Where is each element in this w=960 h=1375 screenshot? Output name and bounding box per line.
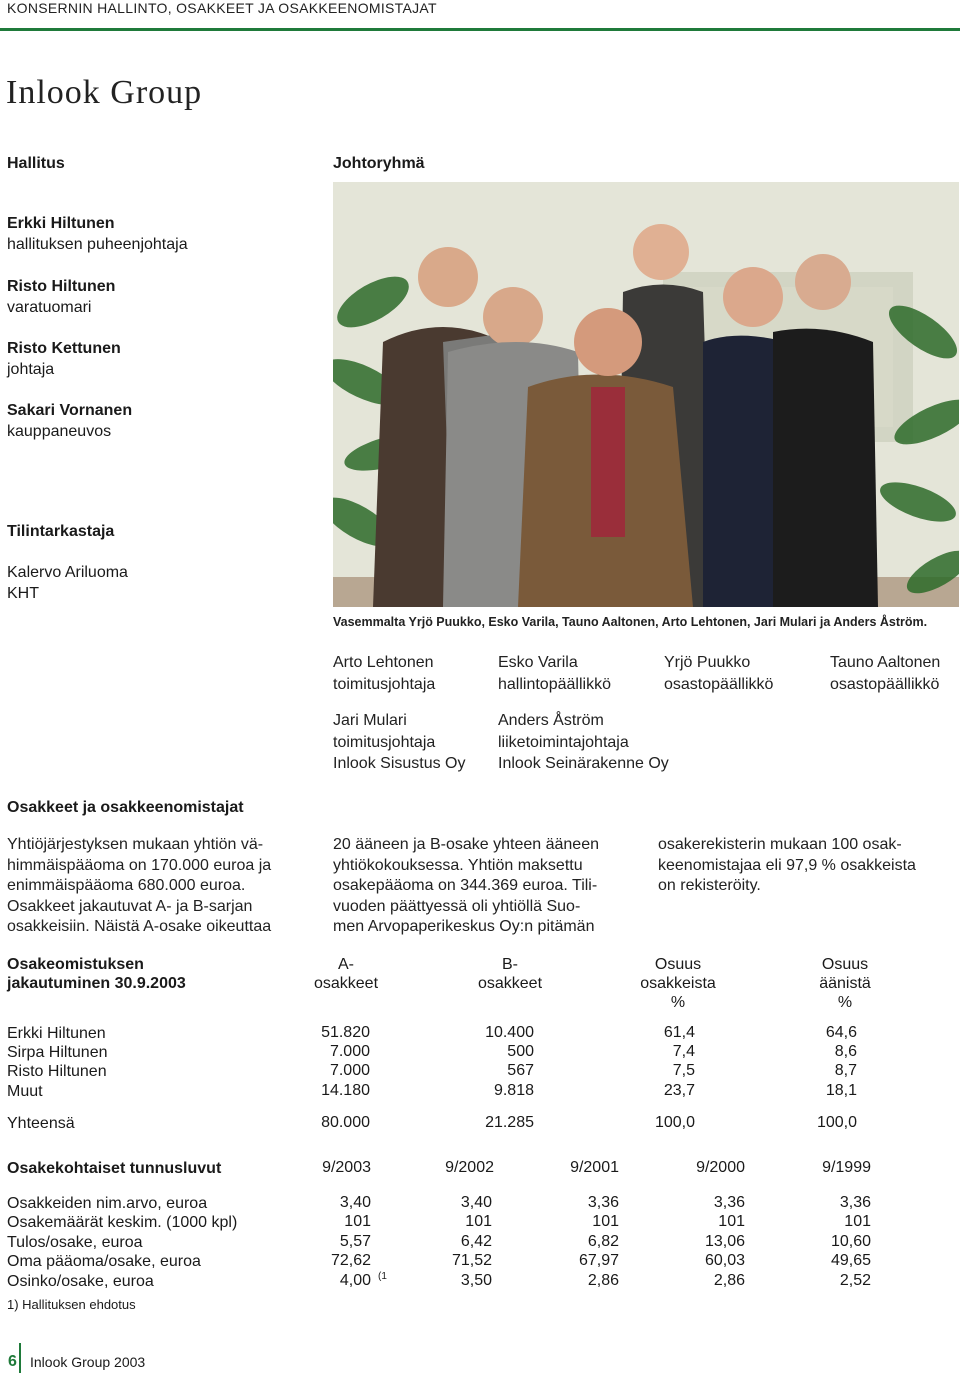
table-cell: 6,82	[587, 1233, 619, 1250]
board-member-name: Risto Kettunen	[7, 340, 121, 357]
paragraph-line: men Arvopaperikeskus Oy:n pitämän	[333, 918, 595, 935]
table-cell: 3,40	[339, 1194, 371, 1211]
keyfigure-row-label: Osakemäärät keskim. (1000 kpl)	[7, 1214, 238, 1231]
table-cell: 5,57	[339, 1233, 371, 1250]
ownership-row-label: Risto Hiltunen	[7, 1063, 107, 1080]
table-cell: 3,40	[460, 1194, 492, 1211]
period-header: 9/2002	[445, 1159, 494, 1176]
table-cell: 3,36	[713, 1194, 745, 1211]
paragraph-line: vuoden päättyessä oli yhtiöllä Suo-	[333, 897, 581, 915]
board-member-role: johtaja	[7, 361, 55, 378]
table-cell: 3,50	[460, 1272, 492, 1289]
table-cell: 72,62	[330, 1252, 371, 1269]
header-line: osakkeet	[313, 975, 379, 992]
period-header: 9/2001	[570, 1159, 619, 1176]
footnote-marker: (1	[378, 1271, 387, 1282]
table-cell: 10,60	[830, 1233, 871, 1250]
table-cell: 9.818	[493, 1082, 534, 1099]
member-role: osastopäällikkö	[664, 675, 774, 693]
table-cell: 100,0	[816, 1114, 857, 1131]
member-name: Esko Varila	[498, 654, 578, 671]
ownership-col-header	[795, 955, 895, 1012]
page-number: 6	[8, 1353, 17, 1370]
table-cell: 101	[718, 1213, 745, 1230]
auditor-name: Kalervo Ariluoma	[7, 564, 128, 581]
table-cell: 21.285	[485, 1114, 534, 1131]
paragraph-line: enimmäispääoma 680.000 euroa.	[7, 877, 246, 894]
paragraph-line: Yhtiöjärjestyksen mukaan yhtiön vä-	[7, 836, 264, 853]
period-header: 9/2000	[696, 1159, 745, 1176]
member-name: Jari Mulari	[333, 712, 407, 729]
paragraph-line: osakepääoma on 344.369 euroa. Tili-	[333, 877, 598, 894]
management-group-photo	[333, 182, 959, 607]
table-cell: 71,52	[451, 1252, 492, 1269]
table-cell: 3,36	[587, 1194, 619, 1211]
paragraph-line: osakkeisiin. Näistä A-osake oikeuttaa	[7, 918, 272, 935]
table-cell: 567	[507, 1062, 534, 1079]
keyfigures-table-title: Osakekohtaiset tunnusluvut	[7, 1160, 222, 1177]
shares-paragraph-col1	[7, 835, 271, 938]
paragraph-line: 20 ääneen ja B-osake yhteen ääneen	[333, 836, 599, 853]
member-name: Yrjö Puukko	[664, 654, 751, 671]
table-cell: 49,65	[830, 1252, 871, 1269]
paragraph-line: yhtiökokouksessa. Yhtiön maksettu	[333, 856, 583, 874]
table-cell: 101	[592, 1213, 619, 1230]
table-cell: 64,6	[825, 1024, 857, 1041]
table-cell: 101	[344, 1213, 371, 1230]
running-head: KONSERNIN HALLINTO, OSAKKEET JA OSAKKEENOMISTAJAT	[7, 0, 437, 16]
table-cell: 60,03	[704, 1252, 745, 1269]
ownership-row-label: Erkki Hiltunen	[7, 1025, 106, 1042]
board-heading: Hallitus	[7, 155, 65, 172]
management-member	[498, 652, 611, 695]
table-cell: 101	[844, 1213, 871, 1230]
management-member	[498, 710, 669, 775]
board-member-name: Risto Hiltunen	[7, 278, 116, 295]
table-cell: 80.000	[321, 1114, 370, 1131]
page-title: Inlook Group	[6, 74, 203, 111]
table-cell: 7.000	[329, 1043, 370, 1060]
group-photo-illustration	[333, 182, 959, 607]
ownership-row-label: Sirpa Hiltunen	[7, 1044, 108, 1061]
ownership-col-header	[628, 955, 728, 1012]
board-member-role: kauppaneuvos	[7, 423, 112, 440]
table-cell: 7,5	[672, 1062, 695, 1079]
shares-heading: Osakkeet ja osakkeenomistajat	[7, 799, 244, 816]
table-cell: 10.400	[485, 1024, 534, 1041]
paragraph-line: Osakkeet jakautuvat A- ja B-sarjan	[7, 897, 253, 915]
management-member	[333, 652, 435, 695]
table-cell: 101	[465, 1213, 492, 1230]
table-cell: 67,97	[578, 1252, 619, 1269]
header-line: Osuus	[654, 956, 702, 973]
table-title-line: jakautuminen 30.9.2003	[7, 975, 186, 992]
board-member-role: varatuomari	[7, 299, 92, 316]
management-member	[333, 710, 466, 775]
header-rule	[0, 28, 960, 31]
period-header: 9/1999	[822, 1159, 871, 1176]
ownership-col-header	[460, 955, 560, 993]
table-cell: 6,42	[460, 1233, 492, 1250]
table-cell: 51.820	[321, 1024, 370, 1041]
management-member	[830, 652, 940, 695]
footer-text: Inlook Group 2003	[30, 1354, 146, 1370]
table-cell: 8,7	[834, 1062, 857, 1079]
keyfigure-row-label: Tulos/osake, euroa	[7, 1234, 143, 1251]
ownership-total-label: Yhteensä	[7, 1115, 75, 1132]
photo-caption: Vasemmalta Yrjö Puukko, Esko Varila, Tauno Aaltonen, Arto Lehtonen, Jari Mulari ja Anders Åström.	[333, 615, 928, 629]
table-cell: 4,00	[339, 1272, 371, 1289]
table-cell: 500	[507, 1043, 534, 1060]
table-cell: 2,86	[587, 1272, 619, 1289]
member-role: osastopäällikkö	[830, 675, 940, 693]
member-name: Anders Åström	[498, 712, 604, 729]
auditor-heading: Tilintarkastaja	[7, 523, 115, 540]
footer-rule	[19, 1343, 21, 1373]
member-role: liiketoimintajohtaja	[498, 733, 629, 751]
table-cell: 3,36	[839, 1194, 871, 1211]
period-header: 9/2003	[322, 1159, 371, 1176]
table-cell: 61,4	[663, 1024, 695, 1041]
table-cell: 7.000	[329, 1062, 370, 1079]
header-line: B-	[502, 956, 518, 973]
table-cell: 13,06	[704, 1233, 745, 1250]
auditor-title: KHT	[7, 585, 39, 602]
member-role: toimitusjohtaja	[333, 675, 436, 693]
member-company: Inlook Sisustus Oy	[333, 755, 466, 772]
table-cell: 2,52	[839, 1272, 871, 1289]
board-member-role: hallituksen puheenjohtaja	[7, 236, 188, 253]
header-line: äänistä	[819, 975, 871, 992]
header-line: osakkeet	[477, 975, 543, 992]
member-name: Arto Lehtonen	[333, 654, 434, 671]
ownership-row-label: Muut	[7, 1083, 43, 1100]
shares-paragraph-col2	[333, 835, 599, 938]
header-line: osakkeista	[640, 975, 716, 992]
table-cell: 100,0	[654, 1114, 695, 1131]
member-role: hallintopäällikkö	[498, 675, 611, 693]
member-company: Inlook Seinärakenne Oy	[498, 755, 669, 772]
header-line: %	[837, 994, 853, 1011]
keyfigure-row-label: Osinko/osake, euroa	[7, 1273, 154, 1290]
header-line: A-	[338, 956, 354, 973]
ownership-col-header	[296, 955, 396, 993]
table-title-line: Osakeomistuksen	[7, 956, 144, 973]
table-cell: 14.180	[321, 1082, 370, 1099]
ownership-table-title	[7, 955, 186, 993]
footnote: 1) Hallituksen ehdotus	[7, 1297, 136, 1312]
paragraph-line: keenomistajaa eli 97,9 % osakkeista	[658, 856, 916, 874]
board-member-name: Sakari Vornanen	[7, 402, 133, 419]
table-cell: 2,86	[713, 1272, 745, 1289]
paragraph-line: himmäispääoma on 170.000 euroa ja	[7, 856, 272, 874]
table-cell: 7,4	[672, 1043, 695, 1060]
table-cell: 18,1	[825, 1082, 857, 1099]
paragraph-line: on rekisteröity.	[658, 877, 761, 894]
board-member-name: Erkki Hiltunen	[7, 215, 115, 232]
paragraph-line: osakerekisterin mukaan 100 osak-	[658, 836, 902, 853]
shares-paragraph-col3	[658, 835, 916, 897]
management-member	[664, 652, 773, 695]
member-role: toimitusjohtaja	[333, 733, 436, 751]
keyfigure-row-label: Osakkeiden nim.arvo, euroa	[7, 1195, 208, 1212]
header-line: %	[670, 994, 686, 1011]
keyfigure-row-label: Oma pääoma/osake, euroa	[7, 1253, 201, 1270]
header-line: Osuus	[821, 956, 869, 973]
member-name: Tauno Aaltonen	[830, 654, 941, 671]
table-cell: 23,7	[663, 1082, 695, 1099]
management-heading: Johtoryhmä	[333, 155, 425, 172]
table-cell: 8,6	[834, 1043, 857, 1060]
